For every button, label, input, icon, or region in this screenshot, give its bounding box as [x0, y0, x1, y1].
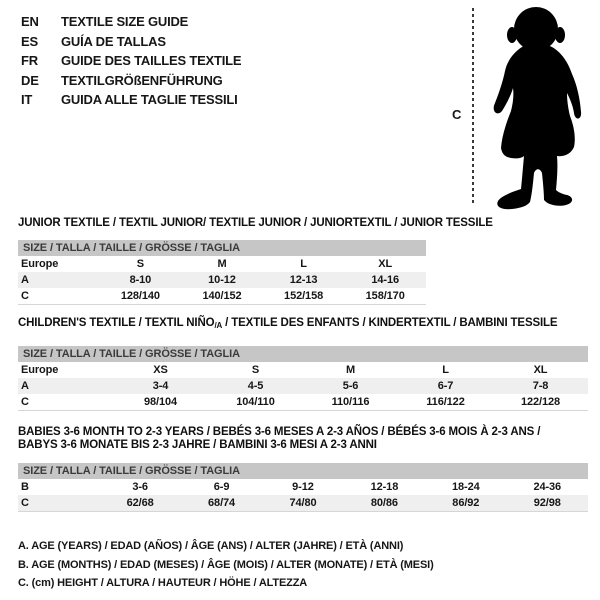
footnote-c: C. (cm) HEIGHT / ALTURA / HAUTEUR / HÖHE / ALTEZZA	[18, 577, 308, 589]
size-cell: XS	[153, 364, 168, 376]
size-cell: M	[345, 364, 356, 376]
table-row	[18, 256, 426, 272]
size-cell: 116/122	[426, 396, 465, 408]
footnote-b: B. AGE (MONTHS) / EDAD (MESES) / ÂGE (MOIS) / ALTER (MONATE) / ETÀ (MESI)	[18, 558, 434, 571]
size-cell: 152/158	[284, 290, 324, 302]
guide-title: TEXTILE SIZE GUIDE	[61, 14, 189, 29]
table-row	[18, 378, 588, 394]
size-cell: 110/116	[331, 396, 370, 408]
title-line: BABYS 3-6 MONATE BIS 2-3 JAHRE / BAMBINI 3-6 MESI A 2-3 ANNI	[18, 439, 377, 451]
junior-table-title: JUNIOR TEXTILE / TEXTIL JUNIOR/ TEXTILE JUNIOR / JUNIORTEXTIL / JUNIOR TESSILE	[18, 217, 493, 229]
size-cell: 86/92	[452, 497, 480, 509]
junior-table-section	[18, 217, 493, 305]
list-item	[21, 71, 241, 91]
size-cell: 24-36	[533, 481, 562, 493]
size-cell: 104/110	[236, 396, 275, 408]
size-cell: 6-9	[213, 481, 230, 493]
babies-table-section	[18, 426, 588, 512]
size-header-label: SIZE / TALLA / TAILLE / GRÖSSE / TAGLIA	[18, 346, 588, 362]
size-cell: 140/152	[202, 290, 242, 302]
children-table-section	[18, 317, 588, 411]
size-cell: 158/170	[365, 290, 405, 302]
size-cell: 4-5	[247, 380, 264, 392]
size-cell: 128/140	[120, 290, 160, 302]
row-label: A	[21, 380, 29, 392]
language-code: EN	[21, 14, 39, 29]
size-header-row	[18, 463, 588, 479]
size-cell: L	[442, 364, 449, 376]
size-cell: 12-18	[370, 481, 399, 493]
title-text: / TEXTILE DES ENFANTS / KINDERTEXTIL / BAMBINI TESSILE	[222, 317, 558, 329]
list-item	[21, 32, 241, 52]
title-subscript: /A	[214, 321, 223, 330]
size-cell: 7-8	[532, 380, 549, 392]
table-row	[18, 479, 588, 495]
list-item	[21, 90, 241, 110]
footnote-legend	[18, 537, 434, 593]
footnote-a: A. AGE (YEARS) / EDAD (AÑOS) / ÂGE (ANS) / ALTER (JAHRE) / ETÀ (ANNI)	[18, 540, 404, 552]
table-row	[18, 288, 426, 305]
babies-table-title	[18, 426, 588, 452]
size-cell: S	[251, 364, 260, 376]
toddler-silhouette-icon	[481, 4, 587, 210]
row-label: Europe	[21, 364, 59, 376]
size-header-label: SIZE / TALLA / TAILLE / GRÖSSE / TAGLIA	[18, 240, 426, 256]
row-label: C	[21, 497, 29, 509]
size-cell: 80/86	[370, 497, 398, 509]
size-cell: 74/80	[289, 497, 317, 509]
row-label: C	[21, 396, 29, 408]
language-code: IT	[21, 92, 33, 107]
table-row	[18, 495, 588, 512]
guide-title: GUÍA DE TALLAS	[61, 33, 166, 49]
list-item	[21, 12, 241, 32]
language-title-list	[21, 12, 241, 110]
size-cell: 68/74	[208, 497, 236, 509]
junior-size-table	[18, 240, 426, 305]
size-cell: 122/128	[520, 396, 561, 408]
size-cell: 9-12	[292, 481, 314, 493]
size-cell: 14-16	[371, 274, 399, 286]
size-cell: 6-7	[437, 380, 454, 392]
size-cell: L	[300, 258, 307, 270]
size-header-row	[18, 346, 588, 362]
children-table-title	[18, 317, 588, 332]
language-code: DE	[21, 72, 39, 88]
guide-title: TEXTILGRÖßENFÜHRUNG	[61, 72, 223, 88]
list-item	[21, 51, 241, 71]
row-label: Europe	[21, 258, 59, 270]
size-cell: 8-10	[129, 274, 152, 286]
height-measure-label: C	[452, 107, 462, 122]
title-line: BABIES 3-6 MONTH TO 2-3 YEARS / BEBÉS 3-6 MESES A 2-3 AÑOS / BÉBÉS 3-6 MOIS À 2-3 ANS /	[18, 426, 541, 438]
size-cell: 5-6	[342, 380, 359, 392]
size-cell: 92/98	[533, 497, 561, 509]
row-label: B	[21, 481, 29, 493]
language-code: FR	[21, 53, 38, 68]
size-cell: 10-12	[208, 274, 236, 286]
size-cell: 62/68	[126, 497, 154, 509]
size-cell: 3-4	[152, 380, 169, 392]
row-label: C	[21, 290, 29, 302]
size-header-row	[18, 240, 426, 256]
guide-title: GUIDE DES TAILLES TEXTILE	[61, 53, 242, 68]
table-row	[18, 272, 426, 288]
table-row	[18, 394, 588, 411]
size-cell: XL	[533, 364, 548, 376]
size-cell: 98/104	[143, 396, 178, 408]
row-label: A	[21, 274, 29, 286]
size-header-label: SIZE / TALLA / TAILLE / GRÖSSE / TAGLIA	[18, 463, 588, 479]
size-cell: M	[217, 258, 227, 270]
language-code: ES	[21, 33, 38, 49]
size-cell: 12-13	[289, 274, 318, 286]
size-cell: XL	[378, 258, 393, 270]
size-cell: 3-6	[132, 481, 148, 493]
babies-size-table	[18, 463, 588, 512]
title-text: CHILDREN'S TEXTILE / TEXTIL NIÑO	[18, 317, 215, 329]
children-size-table	[18, 346, 588, 411]
table-row	[18, 362, 588, 378]
size-cell: S	[136, 258, 145, 270]
size-cell: 18-24	[452, 481, 480, 493]
height-measure-dashed-line	[472, 8, 474, 206]
guide-title: GUIDA ALLE TAGLIE TESSILI	[61, 92, 238, 107]
